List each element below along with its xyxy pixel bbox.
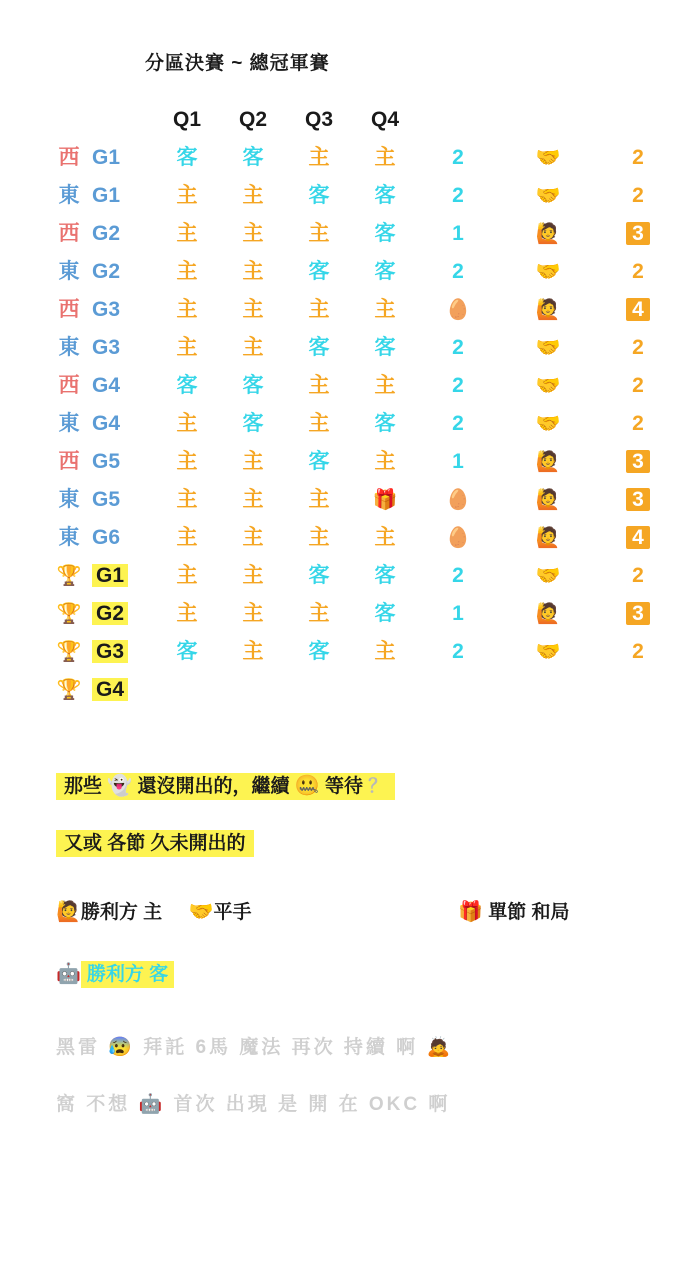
note-1-text-c: 等待 <box>324 776 363 797</box>
quarter-cell-q4: 主 <box>374 298 396 321</box>
table-row <box>0 519 683 557</box>
game-label: G3 <box>92 633 154 671</box>
quarter-cell-q3: 客 <box>308 260 330 283</box>
person-raising-hand-icon: 🙋 <box>535 451 561 473</box>
quarter-cell-q2: 主 <box>242 336 264 359</box>
quarter-cell-q3: 主 <box>308 412 330 435</box>
table-row <box>0 367 683 405</box>
game-label: G4 <box>92 374 121 397</box>
quarter-cell-q1: 主 <box>176 412 198 435</box>
quarter-cell-q1: 主 <box>176 450 198 473</box>
ghost-icon: 👻 <box>107 775 133 797</box>
gift-icon: 🎁 <box>458 901 483 923</box>
game-label: G2 <box>92 222 121 245</box>
quarter-cell-q2: 主 <box>242 526 264 549</box>
quarter-cell-q1: 主 <box>176 564 198 587</box>
robot-icon: 🤖 <box>56 963 81 985</box>
person-raising-hand-icon: 🙋 <box>56 901 81 923</box>
quarter-cell-q3: 主 <box>308 222 330 245</box>
conference-label: 西 <box>58 450 80 473</box>
total-cell: 2 <box>632 146 644 169</box>
total-cell: 3 <box>598 215 678 253</box>
conference-label: 西 <box>58 298 80 321</box>
notes-block <box>0 771 683 855</box>
footer-line-1: 黑雷 😰 拜託 6馬 魔法 再次 持續 啊 🙇 <box>56 1037 454 1058</box>
quarter-cell-q1: 主 <box>176 298 198 321</box>
legend-win-home <box>56 897 162 924</box>
quarter-cell-q2: 主 <box>242 602 264 625</box>
table-row <box>0 139 683 177</box>
quarter-cell-q1: 客 <box>176 640 198 663</box>
game-label: G2 <box>92 595 154 633</box>
total-cell: 2 <box>632 184 644 207</box>
table-row <box>0 671 683 709</box>
score-cell: 2 <box>452 184 464 207</box>
handshake-icon: 🤝 <box>535 261 561 283</box>
person-raising-hand-icon: 🙋 <box>535 527 561 549</box>
score-cell: 1 <box>452 450 464 473</box>
score-cell: 2 <box>452 146 464 169</box>
footer-line-2: 窩 不想 🤖 首次 出現 是 開 在 OKC 啊 <box>56 1094 451 1115</box>
table-header-row <box>0 101 683 139</box>
quarter-cell-q4: 主 <box>374 374 396 397</box>
total-cell: 3 <box>598 443 678 481</box>
handshake-icon: 🤝 <box>535 147 561 169</box>
total-cell: 4 <box>598 519 678 557</box>
note-line-2 <box>56 828 683 855</box>
quarter-cell-q2: 主 <box>242 564 264 587</box>
trophy-icon: 🏆 <box>56 565 82 587</box>
table-row <box>0 595 683 633</box>
table-row <box>0 443 683 481</box>
note-1-text-b: 還沒開出的，繼續 <box>137 776 290 797</box>
quarter-cell-q4: 客 <box>374 602 396 625</box>
quarter-cell-q1: 客 <box>176 374 198 397</box>
game-label: G2 <box>92 260 121 283</box>
conference-label: 西 <box>58 146 80 169</box>
egg-icon: 🥚 <box>445 489 471 511</box>
quarter-cell-q3: 主 <box>308 298 330 321</box>
quarter-cell-q1: 主 <box>176 222 198 245</box>
quarter-cell-q3: 主 <box>308 374 330 397</box>
legend-tie-label: 平手 <box>213 902 252 923</box>
quarter-cell-q2: 客 <box>242 412 264 435</box>
total-cell: 3 <box>598 481 678 519</box>
quarter-cell-q2: 客 <box>242 146 264 169</box>
results-table <box>0 101 683 709</box>
quarter-cell-q4: 🎁 <box>372 489 398 511</box>
total-cell: 2 <box>632 412 644 435</box>
game-label: G3 <box>92 336 121 359</box>
quarter-cell-q4: 客 <box>374 564 396 587</box>
quarter-cell-q4: 主 <box>374 450 396 473</box>
zipper-mouth-icon: 🤐 <box>294 775 320 797</box>
table-row <box>0 291 683 329</box>
game-label: G4 <box>92 671 154 709</box>
legend-win-home-label: 勝利方 主 <box>80 902 163 923</box>
score-cell: 1 <box>452 602 464 625</box>
quarter-cell-q2: 主 <box>242 260 264 283</box>
handshake-icon: 🤝 <box>535 565 561 587</box>
note-1-question: ？ <box>368 776 388 797</box>
score-cell: 2 <box>452 260 464 283</box>
quarter-cell-q1: 主 <box>176 336 198 359</box>
page-title: 分區決賽 ~ 總冠軍賽 <box>145 53 330 74</box>
quarter-cell-q1: 主 <box>176 184 198 207</box>
score-cell: 2 <box>452 336 464 359</box>
game-label: G5 <box>92 488 121 511</box>
conference-label: 東 <box>58 488 80 511</box>
score-cell: 2 <box>452 374 464 397</box>
quarter-cell-q3: 主 <box>308 526 330 549</box>
table-row <box>0 215 683 253</box>
footer-block <box>0 1032 683 1116</box>
quarter-cell-q2: 主 <box>242 488 264 511</box>
quarter-cell-q2: 主 <box>242 222 264 245</box>
quarter-cell-q4: 客 <box>374 412 396 435</box>
conference-label: 東 <box>58 184 80 207</box>
note-1-text-a: 那些 <box>64 776 103 797</box>
quarter-cell-q2: 主 <box>242 450 264 473</box>
total-cell: 2 <box>632 260 644 283</box>
quarter-cell-q3: 主 <box>308 602 330 625</box>
total-cell: 4 <box>598 291 678 329</box>
handshake-icon: 🤝 <box>535 337 561 359</box>
trophy-icon: 🏆 <box>56 679 82 701</box>
quarter-cell-q4: 客 <box>374 336 396 359</box>
quarter-cell-q2: 主 <box>242 298 264 321</box>
quarter-cell-q1: 主 <box>176 526 198 549</box>
quarter-cell-q2: 主 <box>242 184 264 207</box>
header-q3: Q3 <box>304 108 333 131</box>
quarter-cell-q4: 客 <box>374 184 396 207</box>
trophy-icon: 🏆 <box>56 603 82 625</box>
game-label: G1 <box>92 557 154 595</box>
table-row <box>0 177 683 215</box>
person-raising-hand-icon: 🙋 <box>535 223 561 245</box>
quarter-cell-q4: 客 <box>374 260 396 283</box>
score-cell: 1 <box>452 222 464 245</box>
header-q2: Q2 <box>238 108 267 131</box>
egg-icon: 🥚 <box>445 527 471 549</box>
table-row <box>0 253 683 291</box>
conference-label: 西 <box>58 374 80 397</box>
trophy-icon: 🏆 <box>56 641 82 663</box>
game-label: G1 <box>92 184 121 207</box>
quarter-cell-q2: 客 <box>242 374 264 397</box>
header-q1: Q1 <box>172 108 201 131</box>
game-label: G4 <box>92 412 121 435</box>
total-cell: 2 <box>632 640 644 663</box>
legend-win-away-label: 勝利方 客 <box>81 961 174 988</box>
quarter-cell-q3: 主 <box>308 146 330 169</box>
person-raising-hand-icon: 🙋 <box>535 299 561 321</box>
conference-label: 東 <box>58 260 80 283</box>
conference-label: 東 <box>58 336 80 359</box>
quarter-cell-q4: 主 <box>374 640 396 663</box>
handshake-icon: 🤝 <box>535 185 561 207</box>
score-cell: 2 <box>452 412 464 435</box>
table-row <box>0 481 683 519</box>
note-2-text: 又或 各節 久未開出的 <box>56 830 254 857</box>
table-row <box>0 405 683 443</box>
table-row <box>0 329 683 367</box>
quarter-cell-q3: 主 <box>308 488 330 511</box>
handshake-icon: 🤝 <box>535 413 561 435</box>
game-label: G6 <box>92 526 121 549</box>
conference-label: 東 <box>58 526 80 549</box>
legend-row-2 <box>0 959 683 986</box>
table-row <box>0 633 683 671</box>
game-label: G1 <box>92 146 121 169</box>
quarter-cell-q3: 客 <box>308 564 330 587</box>
score-cell: 2 <box>452 564 464 587</box>
legend-single-tie-label: 單節 和局 <box>488 902 570 923</box>
quarter-cell-q3: 客 <box>308 336 330 359</box>
legend-row-1 <box>0 897 683 943</box>
quarter-cell-q2: 主 <box>242 640 264 663</box>
quarter-cell-q4: 客 <box>374 222 396 245</box>
legend-tie <box>189 897 252 924</box>
total-cell: 2 <box>632 564 644 587</box>
handshake-icon: 🤝 <box>535 641 561 663</box>
note-line-1 <box>56 771 683 798</box>
person-raising-hand-icon: 🙋 <box>535 489 561 511</box>
quarter-cell-q3: 客 <box>308 184 330 207</box>
quarter-cell-q1: 客 <box>176 146 198 169</box>
handshake-icon: 🤝 <box>535 375 561 397</box>
egg-icon: 🥚 <box>445 299 471 321</box>
total-cell: 3 <box>598 595 678 633</box>
quarter-cell-q3: 客 <box>308 450 330 473</box>
person-raising-hand-icon: 🙋 <box>535 603 561 625</box>
game-label: G5 <box>92 450 121 473</box>
quarter-cell-q1: 主 <box>176 602 198 625</box>
conference-label: 東 <box>58 412 80 435</box>
legend-single-tie <box>458 897 569 924</box>
quarter-cell-q4: 主 <box>374 146 396 169</box>
quarter-cell-q1: 主 <box>176 488 198 511</box>
header-q4: Q4 <box>370 108 399 131</box>
total-cell: 2 <box>632 374 644 397</box>
game-label: G3 <box>92 298 121 321</box>
total-cell: 2 <box>632 336 644 359</box>
handshake-icon: 🤝 <box>188 901 214 923</box>
quarter-cell-q3: 客 <box>308 640 330 663</box>
table-row <box>0 557 683 595</box>
quarter-cell-q1: 主 <box>176 260 198 283</box>
score-cell: 2 <box>452 640 464 663</box>
quarter-cell-q4: 主 <box>374 526 396 549</box>
conference-label: 西 <box>58 222 80 245</box>
